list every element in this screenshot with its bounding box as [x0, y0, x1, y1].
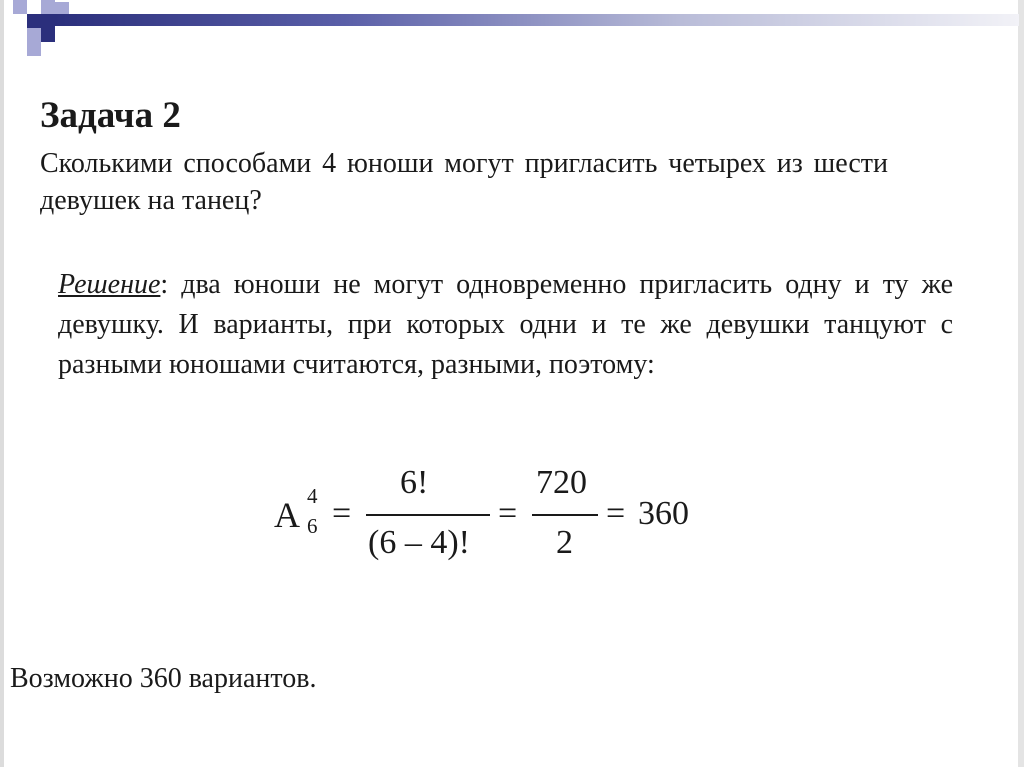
fraction1-numerator: 6!: [400, 464, 429, 501]
fraction2-numerator: 720: [536, 464, 587, 501]
equals-sign: =: [498, 495, 518, 532]
equals-sign: =: [606, 495, 626, 532]
task-text: Сколькими способами 4 юноши могут пригласить четырех из шести девушек на танец?: [40, 148, 888, 216]
formula-subscript: 6: [307, 514, 318, 538]
deco-square: [27, 28, 41, 42]
fraction2-bar: [532, 514, 598, 516]
solution-text: : два юноши не могут одновременно пригласить одну и ту же девушку. И варианты, при которых одни и те же девушки танцуют с разными юношами считаются, разными, поэтому:: [58, 269, 953, 380]
formula-result: 360: [638, 495, 689, 532]
fraction2-denominator: 2: [556, 524, 573, 561]
solution-label: Решение: [58, 269, 161, 300]
deco-square: [27, 42, 41, 56]
solution-paragraph: [58, 265, 953, 385]
header-gradient-band: [55, 14, 1019, 26]
fraction1-denominator: (6 – 4)!: [368, 524, 470, 561]
arrangement-formula: [270, 462, 710, 572]
fraction1-bar: [366, 514, 490, 516]
equals-sign: =: [332, 495, 352, 532]
formula-symbol: A: [274, 495, 300, 535]
deco-square: [41, 28, 55, 42]
deco-square: [27, 14, 41, 28]
formula-superscript: 4: [307, 484, 318, 508]
deco-square: [41, 0, 55, 14]
conclusion-text: Возможно 360 вариантов.: [10, 663, 317, 694]
deco-square: [13, 0, 27, 14]
deco-square: [41, 14, 55, 28]
slide-right-edge: [1018, 0, 1024, 767]
slide-title: Задача 2: [40, 95, 181, 136]
slide-left-edge: [0, 0, 4, 767]
